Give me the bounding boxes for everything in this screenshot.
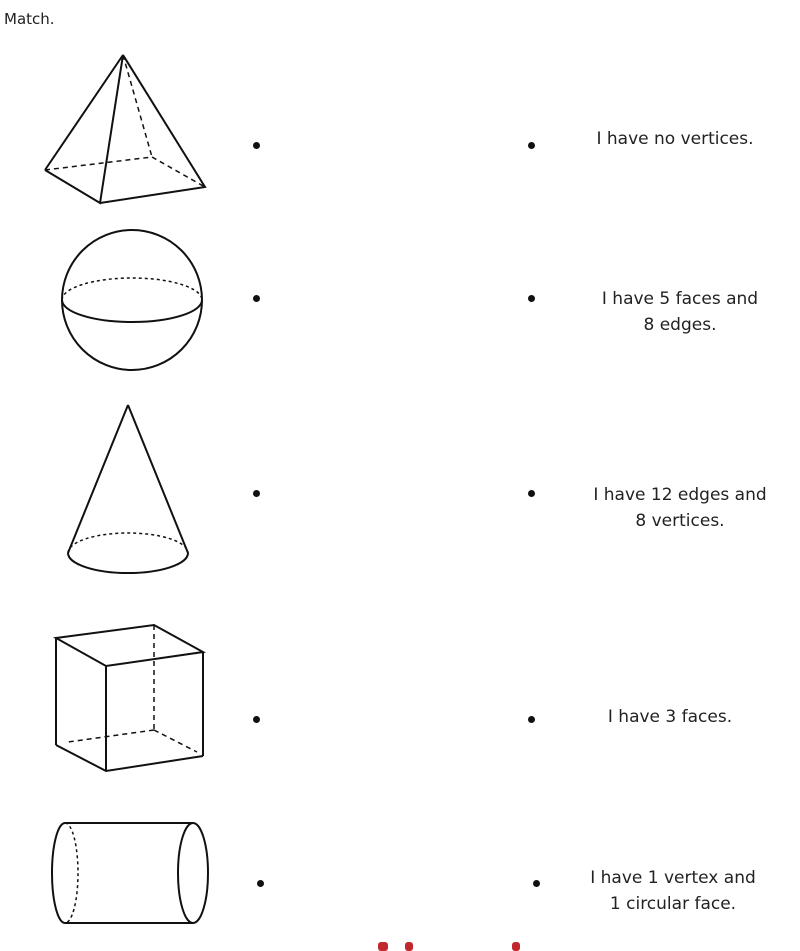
left-dot-1[interactable]	[253, 142, 260, 149]
square-pyramid-figure	[45, 55, 205, 203]
footer-red-text-fragment	[405, 942, 413, 951]
left-dot-2[interactable]	[253, 295, 260, 302]
clue-text: 8 vertices.	[635, 511, 725, 531]
left-dot-4[interactable]	[253, 716, 260, 723]
clue-text: 8 edges.	[643, 315, 717, 335]
footer-red-text-fragment	[512, 942, 520, 951]
instruction: Match.	[4, 10, 55, 28]
cone-figure	[68, 405, 188, 573]
right-dot-4[interactable]	[528, 716, 535, 723]
sphere-figure	[62, 230, 202, 370]
clue-2	[560, 286, 800, 338]
right-dot-5[interactable]	[533, 880, 540, 887]
left-dot-5[interactable]	[257, 880, 264, 887]
cylinder-figure	[52, 823, 208, 923]
clue-1	[555, 126, 795, 152]
left-dot-3[interactable]	[253, 490, 260, 497]
right-dot-1[interactable]	[528, 142, 535, 149]
clue-text: I have 1 vertex and	[590, 868, 756, 888]
cube-figure	[56, 625, 203, 771]
right-dot-2[interactable]	[528, 295, 535, 302]
right-dot-3[interactable]	[528, 490, 535, 497]
clue-text: I have no vertices.	[596, 129, 754, 149]
footer-red-text-fragment	[378, 942, 388, 951]
clue-4	[550, 704, 790, 730]
clue-text: I have 3 faces.	[607, 707, 733, 727]
clue-text: I have 12 edges and	[593, 485, 767, 505]
clue-3	[560, 482, 800, 534]
clue-text: 1 circular face.	[609, 894, 737, 914]
clue-5	[553, 865, 793, 917]
clue-text: I have 5 faces and	[601, 289, 759, 309]
